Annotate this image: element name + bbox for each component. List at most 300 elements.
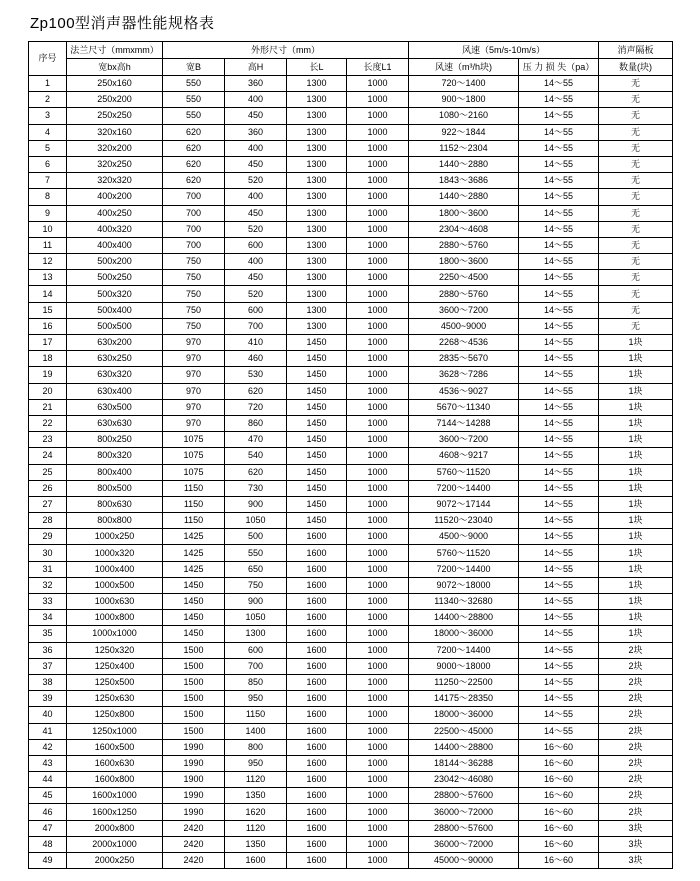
cell-index: 11 xyxy=(29,237,67,253)
cell-length1: 1000 xyxy=(347,513,409,529)
cell-length1: 1000 xyxy=(347,189,409,205)
cell-air-speed: 1800～3600 xyxy=(409,205,519,221)
cell-length: 1450 xyxy=(287,415,347,431)
cell-length: 1300 xyxy=(287,286,347,302)
cell-panel-qty: 1块 xyxy=(599,577,673,593)
cell-width: 700 xyxy=(163,237,225,253)
cell-length1: 1000 xyxy=(347,432,409,448)
cell-width: 1450 xyxy=(163,577,225,593)
cell-height: 1350 xyxy=(225,836,287,852)
cell-height: 1620 xyxy=(225,804,287,820)
cell-length1: 1000 xyxy=(347,561,409,577)
cell-length: 1600 xyxy=(287,723,347,739)
cell-length: 1600 xyxy=(287,739,347,755)
cell-pressure-loss: 14～55 xyxy=(519,480,599,496)
cell-width: 2420 xyxy=(163,820,225,836)
cell-height: 700 xyxy=(225,318,287,334)
column-header-width: 宽B xyxy=(163,59,225,76)
cell-air-speed: 18000～36000 xyxy=(409,707,519,723)
cell-length: 1450 xyxy=(287,367,347,383)
cell-width: 1990 xyxy=(163,739,225,755)
cell-length1: 1000 xyxy=(347,674,409,690)
cell-length: 1300 xyxy=(287,254,347,270)
cell-index: 26 xyxy=(29,480,67,496)
cell-height: 470 xyxy=(225,432,287,448)
table-row xyxy=(29,124,673,140)
cell-length1: 1000 xyxy=(347,254,409,270)
column-header-height: 高H xyxy=(225,59,287,76)
cell-index: 24 xyxy=(29,448,67,464)
cell-index: 12 xyxy=(29,254,67,270)
cell-panel-qty: 无 xyxy=(599,140,673,156)
cell-flange-size: 500x320 xyxy=(67,286,163,302)
cell-flange-size: 630x500 xyxy=(67,399,163,415)
table-row xyxy=(29,335,673,351)
cell-panel-qty: 无 xyxy=(599,205,673,221)
cell-index: 37 xyxy=(29,658,67,674)
cell-pressure-loss: 14～55 xyxy=(519,254,599,270)
cell-length1: 1000 xyxy=(347,92,409,108)
cell-air-speed: 4500~9000 xyxy=(409,318,519,334)
cell-panel-qty: 无 xyxy=(599,318,673,334)
cell-width: 970 xyxy=(163,399,225,415)
cell-length1: 1000 xyxy=(347,302,409,318)
cell-pressure-loss: 14～55 xyxy=(519,561,599,577)
cell-index: 14 xyxy=(29,286,67,302)
cell-height: 450 xyxy=(225,205,287,221)
cell-pressure-loss: 14～55 xyxy=(519,577,599,593)
cell-height: 1400 xyxy=(225,723,287,739)
cell-length1: 1000 xyxy=(347,156,409,172)
cell-air-speed: 7200～14400 xyxy=(409,561,519,577)
cell-flange-size: 250x160 xyxy=(67,76,163,92)
cell-panel-qty: 无 xyxy=(599,108,673,124)
cell-pressure-loss: 14～55 xyxy=(519,626,599,642)
cell-width: 1990 xyxy=(163,788,225,804)
cell-length: 1300 xyxy=(287,189,347,205)
cell-width: 620 xyxy=(163,124,225,140)
cell-length: 1450 xyxy=(287,383,347,399)
cell-panel-qty: 1块 xyxy=(599,529,673,545)
cell-flange-size: 630x630 xyxy=(67,415,163,431)
cell-air-speed: 2880～5760 xyxy=(409,237,519,253)
table-row xyxy=(29,108,673,124)
cell-pressure-loss: 16～60 xyxy=(519,836,599,852)
cell-height: 620 xyxy=(225,383,287,399)
table-row xyxy=(29,658,673,674)
cell-flange-size: 500x200 xyxy=(67,254,163,270)
cell-width: 750 xyxy=(163,286,225,302)
cell-height: 750 xyxy=(225,577,287,593)
cell-index: 17 xyxy=(29,335,67,351)
cell-index: 40 xyxy=(29,707,67,723)
cell-length1: 1000 xyxy=(347,755,409,771)
cell-height: 860 xyxy=(225,415,287,431)
cell-panel-qty: 2块 xyxy=(599,642,673,658)
cell-height: 1050 xyxy=(225,610,287,626)
cell-air-speed: 4536～9027 xyxy=(409,383,519,399)
cell-panel-qty: 3块 xyxy=(599,820,673,836)
cell-index: 33 xyxy=(29,594,67,610)
column-header-wind-group: 风速（5m/s-10m/s） xyxy=(409,42,599,59)
cell-index: 9 xyxy=(29,205,67,221)
cell-length: 1450 xyxy=(287,513,347,529)
cell-flange-size: 1250x320 xyxy=(67,642,163,658)
cell-length: 1600 xyxy=(287,529,347,545)
cell-height: 1300 xyxy=(225,626,287,642)
cell-length1: 1000 xyxy=(347,691,409,707)
cell-pressure-loss: 14～55 xyxy=(519,221,599,237)
cell-panel-qty: 无 xyxy=(599,173,673,189)
cell-panel-qty: 无 xyxy=(599,302,673,318)
cell-height: 540 xyxy=(225,448,287,464)
cell-width: 1500 xyxy=(163,658,225,674)
table-row xyxy=(29,610,673,626)
cell-pressure-loss: 14～55 xyxy=(519,415,599,431)
cell-air-speed: 36000～72000 xyxy=(409,836,519,852)
cell-pressure-loss: 16～60 xyxy=(519,788,599,804)
cell-index: 15 xyxy=(29,302,67,318)
cell-panel-qty: 1块 xyxy=(599,335,673,351)
cell-index: 8 xyxy=(29,189,67,205)
cell-panel-qty: 1块 xyxy=(599,594,673,610)
cell-index: 4 xyxy=(29,124,67,140)
cell-flange-size: 250x250 xyxy=(67,108,163,124)
cell-height: 900 xyxy=(225,594,287,610)
cell-pressure-loss: 14～55 xyxy=(519,691,599,707)
cell-width: 1425 xyxy=(163,561,225,577)
cell-panel-qty: 1块 xyxy=(599,383,673,399)
cell-length: 1450 xyxy=(287,399,347,415)
table-row xyxy=(29,432,673,448)
cell-flange-size: 630x320 xyxy=(67,367,163,383)
cell-index: 16 xyxy=(29,318,67,334)
cell-width: 970 xyxy=(163,351,225,367)
column-header-air-speed: 风速（m³/h块) xyxy=(409,59,519,76)
cell-flange-size: 400x400 xyxy=(67,237,163,253)
cell-length1: 1000 xyxy=(347,772,409,788)
cell-flange-size: 1600x630 xyxy=(67,755,163,771)
cell-air-speed: 720～1400 xyxy=(409,76,519,92)
cell-panel-qty: 1块 xyxy=(599,513,673,529)
cell-width: 2420 xyxy=(163,853,225,869)
cell-length1: 1000 xyxy=(347,318,409,334)
cell-length1: 1000 xyxy=(347,788,409,804)
cell-air-speed: 922～1844 xyxy=(409,124,519,140)
column-header-outer-group: 外形尺寸（mm） xyxy=(163,42,409,59)
cell-flange-size: 1250x500 xyxy=(67,674,163,690)
cell-pressure-loss: 14～55 xyxy=(519,513,599,529)
cell-height: 460 xyxy=(225,351,287,367)
cell-index: 23 xyxy=(29,432,67,448)
cell-index: 48 xyxy=(29,836,67,852)
cell-height: 520 xyxy=(225,173,287,189)
table-row xyxy=(29,513,673,529)
cell-length: 1600 xyxy=(287,788,347,804)
cell-length1: 1000 xyxy=(347,739,409,755)
cell-length: 1600 xyxy=(287,577,347,593)
table-row xyxy=(29,367,673,383)
cell-index: 36 xyxy=(29,642,67,658)
cell-air-speed: 11340～32680 xyxy=(409,594,519,610)
cell-height: 600 xyxy=(225,642,287,658)
cell-panel-qty: 无 xyxy=(599,189,673,205)
cell-pressure-loss: 14～55 xyxy=(519,545,599,561)
cell-length1: 1000 xyxy=(347,820,409,836)
cell-length: 1300 xyxy=(287,302,347,318)
cell-height: 400 xyxy=(225,254,287,270)
cell-flange-size: 1000x1000 xyxy=(67,626,163,642)
cell-index: 47 xyxy=(29,820,67,836)
cell-height: 1600 xyxy=(225,853,287,869)
cell-length1: 1000 xyxy=(347,707,409,723)
column-header-panel-qty: 数量(块) xyxy=(599,59,673,76)
cell-air-speed: 14400～28800 xyxy=(409,610,519,626)
cell-index: 27 xyxy=(29,496,67,512)
cell-air-speed: 22500～45000 xyxy=(409,723,519,739)
cell-length1: 1000 xyxy=(347,367,409,383)
cell-height: 600 xyxy=(225,302,287,318)
cell-pressure-loss: 14～55 xyxy=(519,674,599,690)
cell-air-speed: 11250～22500 xyxy=(409,674,519,690)
cell-height: 1350 xyxy=(225,788,287,804)
cell-panel-qty: 2块 xyxy=(599,788,673,804)
cell-pressure-loss: 14～55 xyxy=(519,610,599,626)
page-title: Zp100型消声器性能规格表 xyxy=(30,15,215,32)
cell-index: 41 xyxy=(29,723,67,739)
cell-air-speed: 18000～36000 xyxy=(409,626,519,642)
cell-length: 1600 xyxy=(287,772,347,788)
cell-flange-size: 400x200 xyxy=(67,189,163,205)
cell-width: 970 xyxy=(163,415,225,431)
cell-length: 1450 xyxy=(287,464,347,480)
cell-index: 5 xyxy=(29,140,67,156)
cell-length: 1300 xyxy=(287,140,347,156)
cell-air-speed: 5760～11520 xyxy=(409,464,519,480)
cell-air-speed: 23042～46080 xyxy=(409,772,519,788)
cell-index: 43 xyxy=(29,755,67,771)
cell-flange-size: 320x200 xyxy=(67,140,163,156)
cell-panel-qty: 1块 xyxy=(599,351,673,367)
cell-panel-qty: 1块 xyxy=(599,415,673,431)
cell-width: 1450 xyxy=(163,610,225,626)
table-row xyxy=(29,674,673,690)
column-header-panel-group: 消声隔板 xyxy=(599,42,673,59)
cell-height: 650 xyxy=(225,561,287,577)
cell-index: 44 xyxy=(29,772,67,788)
cell-length: 1600 xyxy=(287,594,347,610)
cell-pressure-loss: 16～60 xyxy=(519,853,599,869)
cell-air-speed: 28800～57600 xyxy=(409,820,519,836)
cell-length1: 1000 xyxy=(347,804,409,820)
cell-flange-size: 800x320 xyxy=(67,448,163,464)
cell-index: 13 xyxy=(29,270,67,286)
table-row xyxy=(29,545,673,561)
cell-air-speed: 7200～14400 xyxy=(409,642,519,658)
cell-length: 1450 xyxy=(287,448,347,464)
cell-flange-size: 630x250 xyxy=(67,351,163,367)
cell-width: 620 xyxy=(163,156,225,172)
cell-height: 1120 xyxy=(225,772,287,788)
cell-flange-size: 1000x250 xyxy=(67,529,163,545)
cell-air-speed: 1440～2880 xyxy=(409,156,519,172)
cell-height: 850 xyxy=(225,674,287,690)
cell-length: 1300 xyxy=(287,270,347,286)
cell-pressure-loss: 14～55 xyxy=(519,270,599,286)
cell-height: 720 xyxy=(225,399,287,415)
cell-flange-size: 1250x400 xyxy=(67,658,163,674)
cell-panel-qty: 2块 xyxy=(599,772,673,788)
cell-length: 1600 xyxy=(287,836,347,852)
cell-flange-size: 1250x1000 xyxy=(67,723,163,739)
cell-air-speed: 14175～28350 xyxy=(409,691,519,707)
cell-flange-size: 1000x400 xyxy=(67,561,163,577)
cell-index: 1 xyxy=(29,76,67,92)
cell-width: 620 xyxy=(163,173,225,189)
cell-pressure-loss: 14～55 xyxy=(519,723,599,739)
cell-pressure-loss: 14～55 xyxy=(519,335,599,351)
table-row xyxy=(29,189,673,205)
cell-index: 25 xyxy=(29,464,67,480)
cell-height: 1150 xyxy=(225,707,287,723)
cell-air-speed: 28800～57600 xyxy=(409,788,519,804)
cell-panel-qty: 1块 xyxy=(599,496,673,512)
cell-air-speed: 14400～28800 xyxy=(409,739,519,755)
cell-length1: 1000 xyxy=(347,237,409,253)
table-row xyxy=(29,529,673,545)
cell-air-speed: 2268～4536 xyxy=(409,335,519,351)
cell-height: 400 xyxy=(225,140,287,156)
table-row xyxy=(29,853,673,869)
column-header-flange-group: 法兰尺寸（mmxmm） xyxy=(67,42,163,59)
cell-flange-size: 250x200 xyxy=(67,92,163,108)
cell-length: 1300 xyxy=(287,124,347,140)
cell-length: 1600 xyxy=(287,642,347,658)
cell-length1: 1000 xyxy=(347,270,409,286)
cell-height: 360 xyxy=(225,124,287,140)
table-row xyxy=(29,464,673,480)
cell-index: 3 xyxy=(29,108,67,124)
cell-width: 750 xyxy=(163,254,225,270)
cell-pressure-loss: 16～60 xyxy=(519,804,599,820)
cell-length1: 1000 xyxy=(347,529,409,545)
cell-index: 21 xyxy=(29,399,67,415)
cell-index: 29 xyxy=(29,529,67,545)
cell-width: 970 xyxy=(163,383,225,399)
cell-width: 1990 xyxy=(163,804,225,820)
table-row xyxy=(29,691,673,707)
cell-pressure-loss: 14～55 xyxy=(519,448,599,464)
cell-height: 450 xyxy=(225,270,287,286)
cell-length1: 1000 xyxy=(347,108,409,124)
cell-width: 550 xyxy=(163,108,225,124)
cell-air-speed: 1843～3686 xyxy=(409,173,519,189)
cell-air-speed: 2880～5760 xyxy=(409,286,519,302)
cell-flange-size: 1600x500 xyxy=(67,739,163,755)
cell-height: 700 xyxy=(225,658,287,674)
cell-height: 360 xyxy=(225,76,287,92)
table-row xyxy=(29,594,673,610)
cell-flange-size: 1600x1250 xyxy=(67,804,163,820)
cell-width: 700 xyxy=(163,205,225,221)
cell-pressure-loss: 16～60 xyxy=(519,772,599,788)
cell-length1: 1000 xyxy=(347,221,409,237)
cell-length: 1450 xyxy=(287,480,347,496)
cell-length: 1600 xyxy=(287,707,347,723)
cell-width: 970 xyxy=(163,367,225,383)
cell-panel-qty: 1块 xyxy=(599,610,673,626)
cell-width: 550 xyxy=(163,92,225,108)
table-row xyxy=(29,723,673,739)
cell-width: 1075 xyxy=(163,432,225,448)
cell-length1: 1000 xyxy=(347,577,409,593)
cell-panel-qty: 1块 xyxy=(599,464,673,480)
cell-length: 1600 xyxy=(287,674,347,690)
cell-length1: 1000 xyxy=(347,205,409,221)
cell-air-speed: 1800～3600 xyxy=(409,254,519,270)
cell-length: 1600 xyxy=(287,658,347,674)
cell-panel-qty: 3块 xyxy=(599,836,673,852)
cell-panel-qty: 无 xyxy=(599,76,673,92)
cell-height: 950 xyxy=(225,755,287,771)
cell-air-speed: 4500～9000 xyxy=(409,529,519,545)
cell-index: 6 xyxy=(29,156,67,172)
cell-panel-qty: 2块 xyxy=(599,804,673,820)
cell-length: 1600 xyxy=(287,853,347,869)
cell-length1: 1000 xyxy=(347,351,409,367)
cell-pressure-loss: 14～55 xyxy=(519,286,599,302)
cell-length: 1600 xyxy=(287,626,347,642)
cell-air-speed: 36000～72000 xyxy=(409,804,519,820)
cell-width: 1150 xyxy=(163,513,225,529)
cell-length1: 1000 xyxy=(347,140,409,156)
cell-flange-size: 320x160 xyxy=(67,124,163,140)
cell-length1: 1000 xyxy=(347,496,409,512)
cell-index: 31 xyxy=(29,561,67,577)
cell-air-speed: 2304～4608 xyxy=(409,221,519,237)
cell-width: 750 xyxy=(163,270,225,286)
cell-width: 550 xyxy=(163,76,225,92)
cell-flange-size: 500x250 xyxy=(67,270,163,286)
cell-index: 2 xyxy=(29,92,67,108)
table-row xyxy=(29,804,673,820)
cell-length: 1600 xyxy=(287,610,347,626)
cell-flange-size: 1600x800 xyxy=(67,772,163,788)
table-row xyxy=(29,399,673,415)
cell-height: 410 xyxy=(225,335,287,351)
cell-height: 400 xyxy=(225,92,287,108)
cell-length: 1300 xyxy=(287,318,347,334)
cell-panel-qty: 2块 xyxy=(599,707,673,723)
cell-length: 1450 xyxy=(287,351,347,367)
cell-length1: 1000 xyxy=(347,286,409,302)
cell-length1: 1000 xyxy=(347,383,409,399)
cell-flange-size: 800x500 xyxy=(67,480,163,496)
cell-air-speed: 11520～23040 xyxy=(409,513,519,529)
cell-flange-size: 400x320 xyxy=(67,221,163,237)
table-row xyxy=(29,302,673,318)
cell-index: 22 xyxy=(29,415,67,431)
cell-flange-size: 400x250 xyxy=(67,205,163,221)
cell-width: 700 xyxy=(163,221,225,237)
table-row xyxy=(29,820,673,836)
cell-flange-size: 2000x800 xyxy=(67,820,163,836)
cell-width: 1500 xyxy=(163,691,225,707)
cell-panel-qty: 无 xyxy=(599,254,673,270)
cell-flange-size: 1000x500 xyxy=(67,577,163,593)
cell-length: 1600 xyxy=(287,561,347,577)
cell-length: 1300 xyxy=(287,237,347,253)
